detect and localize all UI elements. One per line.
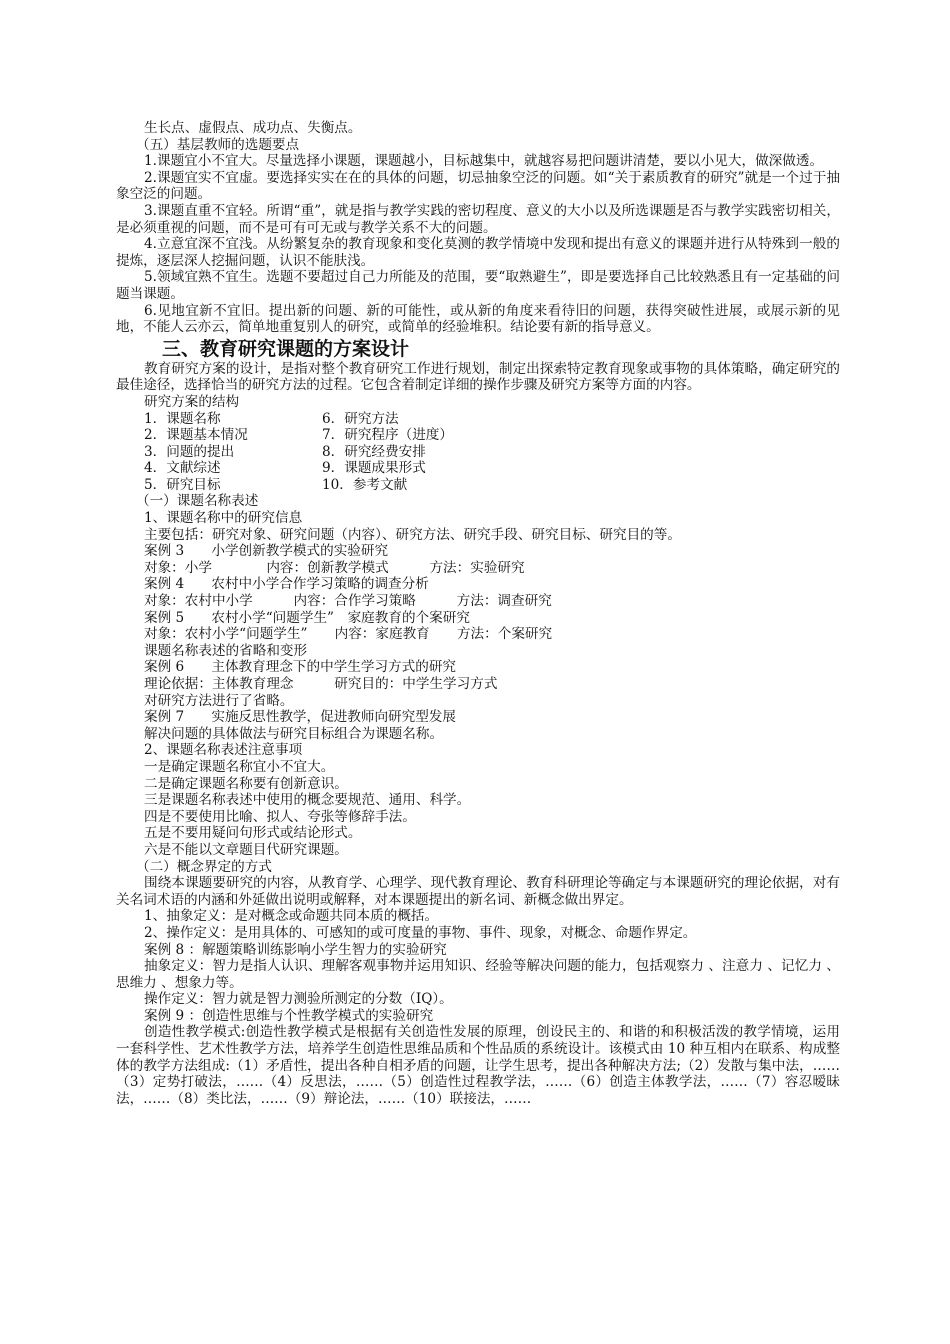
paragraph: 对研究方法进行了省略。 — [144, 692, 294, 709]
paragraph: 5.领域宜熟不宜生。选题不要超过自己力所能及的范围，要“取熟避生”，即是要选择自己比较熟悉且有一定基础的问题当课题。 — [116, 269, 840, 302]
structure-item: 7．研究程序（进度） — [322, 427, 453, 444]
structure-item: 9．课题成果形式 — [322, 460, 426, 477]
paragraph: （二）概念界定的方式 — [136, 858, 272, 875]
paragraph: 对象：农村中小学 内容：合作学习策略 方法：调查研究 — [144, 593, 552, 610]
structure-item: 2．课题基本情况 — [144, 427, 248, 444]
paragraph: 4.立意宜深不宜浅。从纷繁复杂的教育现象和变化莫测的教学情境中发现和提出有意义的课题并进行从特殊到一般的提炼，逐层深人挖掘问题，认识不能肤浅。 — [116, 236, 840, 269]
paragraph: 2、课题名称表述注意事项 — [144, 742, 303, 759]
paragraph: 抽象定义：智力是指人认识、理解客观事物并运用知识、经验等解决问题的能力，包括观察力 、注意力 、记忆力 、思维力 、想象力等。 — [116, 958, 840, 991]
structure-item: 1．课题名称 — [144, 410, 221, 427]
paragraph: 四是不要使用比喻、拟人、夸张等修辞手法。 — [144, 808, 416, 825]
paragraph: 一是确定课题名称宜小不宜大。 — [144, 758, 335, 775]
structure-row — [116, 477, 840, 494]
section-selection-points — [116, 120, 840, 336]
paragraph: 教育研究方案的设计，是指对整个教育研究工作进行规划，制定出探索特定教育现象或事物的具体策略，确定研究的最佳途径，选择恰当的研究方法的过程。它包含着制定详细的操作步骤及研究方案等方面的内容。 — [116, 360, 840, 394]
structure-item: 3．问题的提出 — [144, 443, 235, 460]
section-body — [116, 493, 840, 1107]
structure-item: 4．文献综述 — [144, 460, 221, 477]
paragraph: 案例 3 小学创新教学模式的实验研究 — [144, 543, 389, 560]
paragraph: 解决问题的具体做法与研究目标组合为课题名称。 — [144, 725, 444, 742]
structure-row — [116, 460, 840, 477]
structure-item: 5．研究目标 — [144, 476, 221, 493]
paragraph: 操作定义：智力就是智力测验所测定的分数（IQ）。 — [144, 991, 453, 1008]
section-intro — [116, 361, 840, 411]
paragraph: 三是课题名称表述中使用的概念要规范、通用、科学。 — [144, 792, 471, 809]
paragraph: 生长点、虚假点、成功点、失衡点。 — [144, 120, 362, 136]
paragraph: 五是不要用疑问句形式或结论形式。 — [144, 825, 362, 842]
paragraph: 六是不能以文章题目代研究课题。 — [144, 841, 348, 858]
paragraph: 案例 8 ：解题策略训练影响小学生智力的实验研究 — [144, 941, 447, 958]
paragraph: 1.课题宜小不宜大。尽量选择小课题，课题越小，目标越集中，就越容易把问题讲清楚，要以小见大，做深做透。 — [144, 153, 824, 170]
paragraph: 案例 9 ：创造性思维与个性教学模式的实验研究 — [144, 1007, 434, 1024]
paragraph: 案例 4 农村中小学合作学习策略的调查分析 — [144, 576, 429, 593]
paragraph: （五）基层教师的选题要点 — [136, 136, 300, 153]
paragraph: 主要包括：研究对象、研究问题（内容）、研究方法、研究手段、研究目标、研究目的等。 — [144, 526, 681, 543]
paragraph: 课题名称表述的省略和变形 — [144, 642, 308, 659]
paragraph: 二是确定课题名称要有创新意识。 — [144, 775, 348, 792]
structure-row — [116, 411, 840, 428]
structure-list — [116, 411, 840, 494]
paragraph: 围绕本课题要研究的内容，从教育学、心理学、现代教育理论、教育科研理论等确定与本课题研究的理论依据，对有关名词术语的内涵和外延做出说明或解释，对本课题提出的新名词、新概念做出界定。 — [116, 875, 840, 908]
structure-row — [116, 427, 840, 444]
paragraph: 1、课题名称中的研究信息 — [144, 510, 303, 527]
structure-item: 8．研究经费安排 — [322, 443, 426, 460]
paragraph: 研究方案的结构 — [144, 393, 240, 410]
paragraph: 案例 5 农村小学“问题学生” 家庭教育的个案研究 — [144, 609, 470, 626]
paragraph: 对象：农村小学“问题学生” 内容：家庭教育 方法：个案研究 — [144, 626, 553, 643]
structure-item: 6．研究方法 — [322, 410, 399, 427]
paragraph: 2.课题宜实不宜虚。要选择实实在在的具体的问题，切忌抽象空泛的问题。如“关于素质教育的研究”就是一个过于抽象空泛的问题。 — [116, 169, 840, 203]
paragraph: 3.课题直重不宜轻。所谓“重”，就是指与教学实践的密切程度、意义的大小以及所选课题是否与教学实践密切相关，是必须重视的问题，而不是可有可无或与教学关系不大的问题。 — [116, 202, 840, 236]
paragraph: 2、操作定义：是用具体的、可感知的或可度量的事物、事件、现象，对概念、命题作界定。 — [144, 924, 697, 941]
paragraph: 1、抽象定义：是对概念或命题共同本质的概括。 — [144, 908, 439, 925]
document-page — [116, 120, 840, 1107]
paragraph: 创造性教学模式:创造性教学模式是根据有关创造性发展的原理，创设民主的、和谐的和积极活泼的教学情境，运用一套科学性、艺术性教学方法，培养学生创造性思维品质和个性品质的系统设计。该模式由 10 种互相内在联系、构成整体的教学方法组成:（1）矛盾性，提出各种自相矛盾的问题，让学生思考，提出各种解决方法;（2）发散与集中法，……（3）定势打破法，……（4）反思法，……（5）创造性过程教学法，……（6）创造主体教学法，……（7）容忍暧昧法，……（8）类比法，……（9）辩论法，……（10）联接法，…… — [116, 1024, 840, 1107]
paragraph: 案例 6 主体教育理念下的中学生学习方式的研究 — [144, 659, 457, 676]
section-heading: 三、教育研究课题的方案设计 — [162, 337, 410, 360]
paragraph: （一）课题名称表述 — [136, 493, 259, 510]
structure-item: 10．参考文献 — [322, 476, 408, 493]
paragraph: 6.见地宜新不宜旧。提出新的问题、新的可能性，或从新的角度来看待旧的问题，获得突破性进展，或展示新的见地，不能人云亦云，简单地重复别人的研究，或简单的经验堆积。结论要有新的指导意义。 — [116, 302, 840, 336]
paragraph: 对象：小学 内容：创新教学模式 方法：实验研究 — [144, 559, 525, 576]
structure-row — [116, 444, 840, 461]
paragraph: 理论依据：主体教育理念 研究目的：中学生学习方式 — [144, 676, 498, 692]
paragraph: 案例 7 实施反思性教学，促进教师向研究型发展 — [144, 709, 457, 726]
